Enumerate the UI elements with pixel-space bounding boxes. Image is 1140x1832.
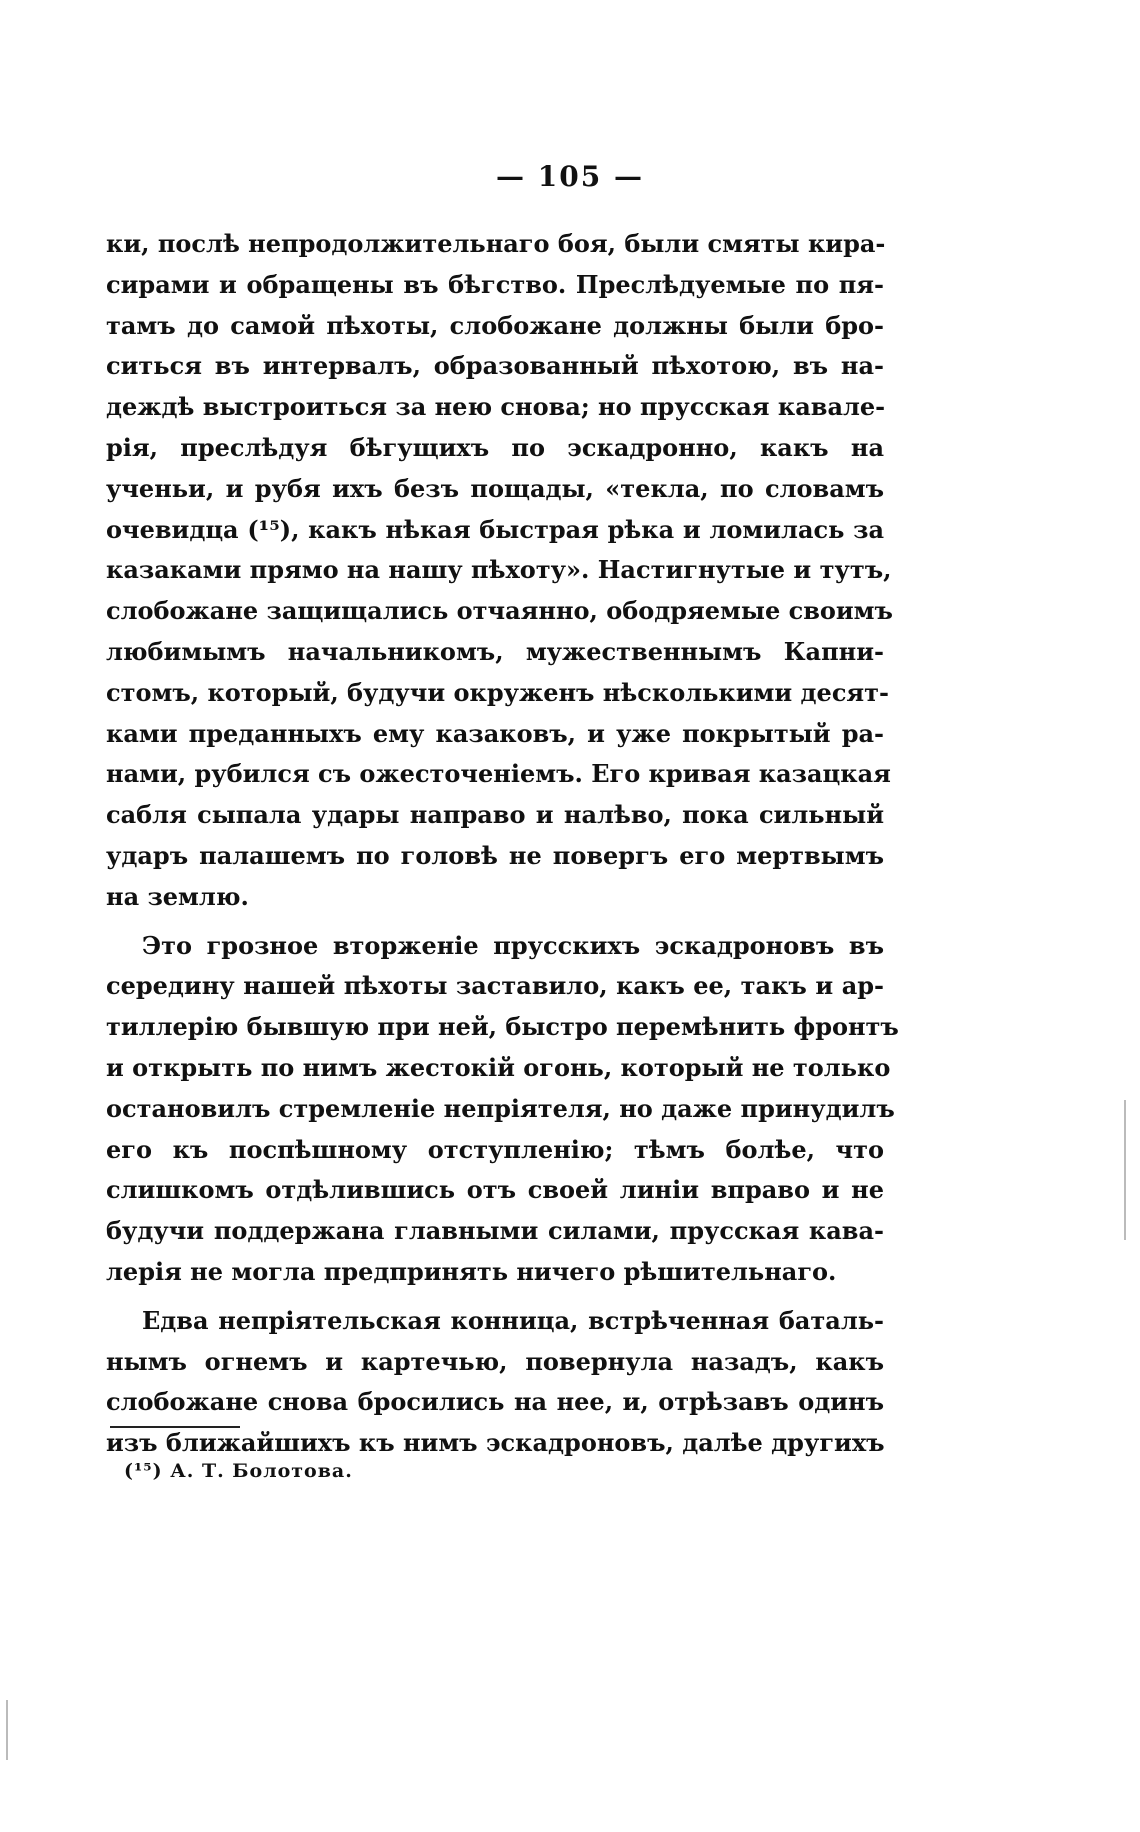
text-line: ками преданныхъ ему казаковъ, и уже покрытый ра- (106, 718, 884, 748)
margin-mark (6, 1700, 8, 1760)
text-line: слобожане защищались отчаянно, ободряемые своимъ (106, 596, 893, 626)
text-line: остановилъ стремленіе непріятеля, но даже принудилъ (106, 1093, 895, 1123)
text-line: ученьи, и рубя ихъ безъ пощады, «текла, по словамъ (106, 473, 884, 503)
text-line: стомъ, который, будучи окруженъ нѣсколькими десят- (106, 677, 889, 707)
text-line: нымъ огнемъ и картечью, повернула назадъ, какъ (106, 1346, 884, 1376)
text-line: сабля сыпала удары направо и налѣво, пока сильный (106, 800, 884, 830)
paragraph (106, 224, 893, 918)
text-line: изъ ближайшихъ къ нимъ эскадроновъ, далѣе другихъ (106, 1428, 885, 1458)
text-line: казаками прямо на нашу пѣхоту». Настигнутые и тутъ, (106, 555, 892, 585)
text-line: на землю. (106, 881, 249, 911)
text-line: очевидца (¹⁵), какъ нѣкая быстрая рѣка и ломилась за (106, 514, 884, 544)
text-line: ударъ палашемъ по головѣ не повергъ его мертвымъ (106, 840, 884, 870)
text-line: деждѣ выстроиться за нею снова; но прусская кавале- (106, 392, 886, 422)
margin-mark (1124, 1100, 1126, 1240)
footnote-rule (110, 1426, 240, 1428)
text-line: ки, послѣ непродолжительнаго боя, были смяты кира- (106, 229, 886, 258)
paragraph-gap (106, 1293, 884, 1301)
text-line: лерія не могла предпринять ничего рѣшительнаго. (106, 1256, 837, 1286)
text-line: тамъ до самой пѣхоты, слобожане должны были бро- (106, 310, 884, 340)
paragraph (106, 926, 899, 1293)
page-number: — 105 — (496, 160, 644, 193)
paragraph-gap (106, 918, 884, 926)
text-line: и открыть по нимъ жестокій огонь, который не только (106, 1052, 891, 1082)
text-line: нами, рубился съ ожесточеніемъ. Его кривая казацкая (106, 759, 891, 789)
body-text (106, 224, 899, 1464)
text-line: Это грозное вторженіе прусскихъ эскадроновъ въ (142, 930, 884, 960)
text-line: тиллерію бывшую при ней, быстро перемѣнить фронтъ (106, 1012, 899, 1042)
text-line: середину нашей пѣхоты заставило, какъ ее, такъ и ар- (106, 971, 884, 1001)
text-line: слобожане снова бросились на нее, и, отрѣзавъ одинъ (106, 1387, 884, 1417)
text-line: Едва непріятельская конница, встрѣченная баталь- (142, 1305, 884, 1335)
text-line: будучи поддержана главными силами, прусская кава- (106, 1216, 884, 1246)
text-line: любимымъ начальникомъ, мужественнымъ Капни- (106, 636, 884, 666)
text-line: рія, преслѣдуя бѣгущихъ по эскадронно, какъ на (106, 432, 884, 462)
text-line: сирами и обращены въ бѣгство. Преслѣдуемые по пя- (106, 269, 884, 299)
text-line: ситься въ интервалъ, образованный пѣхотою, въ на- (106, 351, 884, 381)
footnote: (¹⁵) А. Т. Болотова. (124, 1460, 353, 1482)
text-line: его къ поспѣшному отступленію; тѣмъ болѣе, что (106, 1134, 884, 1164)
paragraph (106, 1301, 884, 1464)
text-line: слишкомъ отдѣлившись отъ своей линіи вправо и не (106, 1175, 884, 1205)
